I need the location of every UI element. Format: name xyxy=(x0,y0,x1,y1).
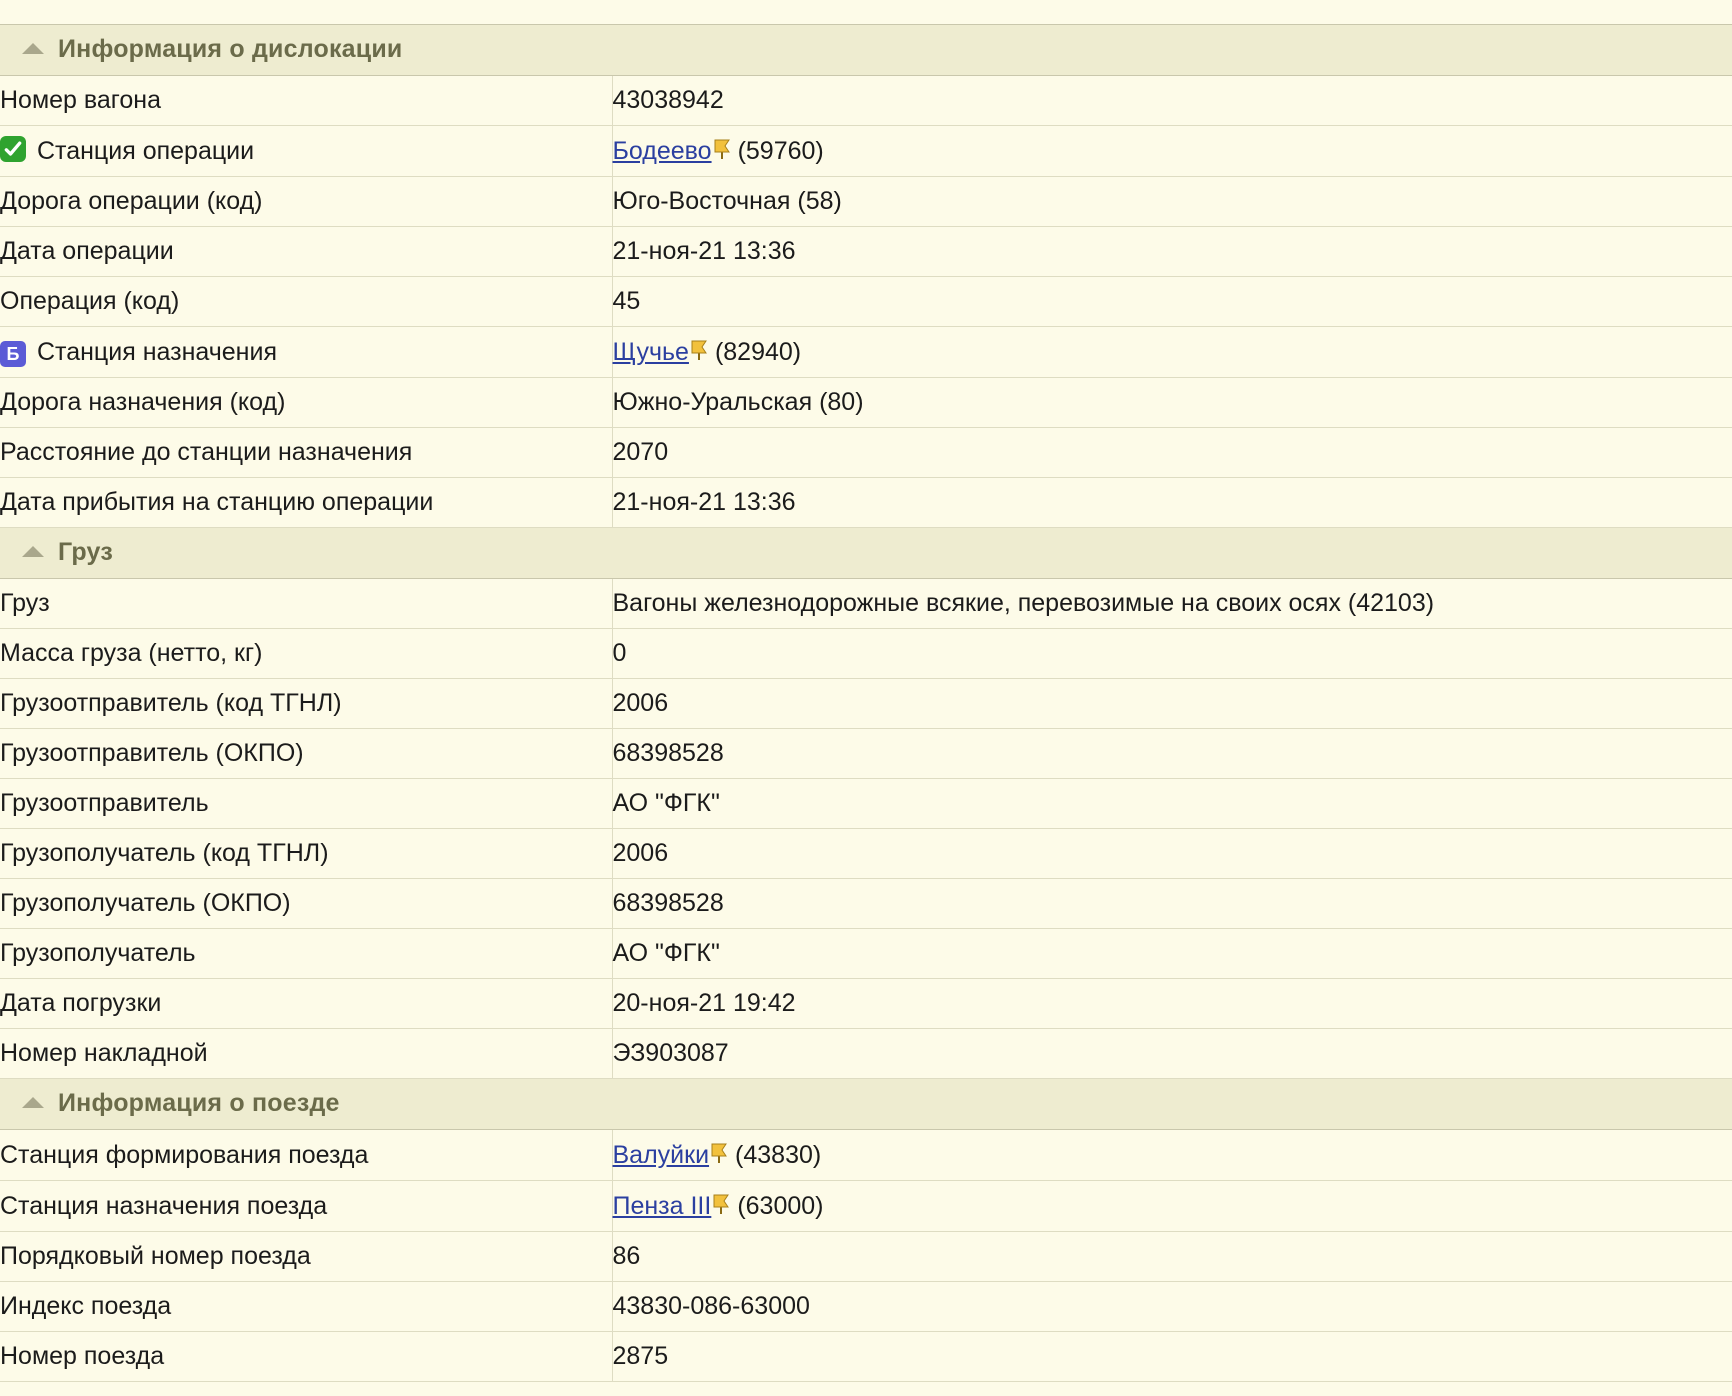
row-value: Юго-Восточная (58) xyxy=(612,187,842,215)
row-label: Операция (код) xyxy=(0,287,180,315)
table-row xyxy=(0,277,1732,327)
row-label-cell xyxy=(0,1332,612,1382)
row-value: 21-ноя-21 13:36 xyxy=(612,237,796,265)
row-value: 2006 xyxy=(612,689,669,717)
row-label: Номер вагона xyxy=(0,86,161,114)
row-link-slot xyxy=(613,336,709,367)
letter-b-blue-icon: Б xyxy=(0,341,26,367)
row-value-cell xyxy=(612,829,1732,879)
row-value-cell xyxy=(612,277,1732,327)
row-value: 20-ноя-21 19:42 xyxy=(612,989,796,1017)
row-label-cell xyxy=(0,779,612,829)
row-label-cell xyxy=(0,679,612,729)
table-row xyxy=(0,1130,1732,1181)
collapse-triangle-icon[interactable] xyxy=(22,43,44,54)
row-label-cell xyxy=(0,126,612,177)
table-row xyxy=(0,1029,1732,1079)
table-row xyxy=(0,478,1732,528)
station-link[interactable]: Валуйки xyxy=(612,1141,710,1169)
row-value: 0 xyxy=(612,639,627,667)
row-value-cell xyxy=(612,879,1732,929)
row-badge-slot xyxy=(0,337,26,367)
check-green-icon xyxy=(0,136,26,162)
table-row xyxy=(0,579,1732,629)
row-value: 2875 xyxy=(612,1342,669,1370)
row-value-cell xyxy=(612,126,1732,177)
row-label-cell xyxy=(0,1232,612,1282)
table-row xyxy=(0,879,1732,929)
row-label: Дорога операции (код) xyxy=(0,187,263,215)
row-value-cell xyxy=(612,428,1732,478)
row-label: Индекс поезда xyxy=(0,1292,172,1320)
row-value-cell xyxy=(612,76,1732,126)
row-label-cell xyxy=(0,177,612,227)
row-label: Грузоотправитель (ОКПО) xyxy=(0,739,304,767)
section-header-cell[interactable] xyxy=(0,25,1732,76)
row-label-cell xyxy=(0,1130,612,1181)
row-label-cell xyxy=(0,629,612,679)
row-label-cell xyxy=(0,829,612,879)
wagon-info-table xyxy=(0,24,1732,1382)
row-value: 43830-086-63000 xyxy=(612,1292,810,1320)
row-value: (43830) xyxy=(735,1140,822,1169)
row-label: Дата операции xyxy=(0,237,174,265)
section-header-row[interactable] xyxy=(0,528,1732,579)
section-header-cell[interactable] xyxy=(0,1079,1732,1130)
row-label: Номер поезда xyxy=(0,1342,165,1370)
row-value: (82940) xyxy=(714,337,802,366)
table-row xyxy=(0,428,1732,478)
table-row xyxy=(0,378,1732,428)
table-row xyxy=(0,1232,1732,1282)
table-row xyxy=(0,177,1732,227)
collapse-triangle-icon[interactable] xyxy=(22,1097,44,1108)
station-link[interactable]: Пенза III xyxy=(612,1192,712,1220)
table-row xyxy=(0,1332,1732,1382)
row-label-cell xyxy=(0,1282,612,1332)
row-value-cell xyxy=(612,779,1732,829)
station-link[interactable]: Щучье xyxy=(612,338,689,366)
row-value: 86 xyxy=(612,1242,641,1270)
row-label: Грузоотправитель (код ТГНЛ) xyxy=(0,689,342,717)
table-row xyxy=(0,327,1732,378)
section-header-row[interactable] xyxy=(0,25,1732,76)
row-value-cell xyxy=(612,1232,1732,1282)
row-label: Станция операции xyxy=(37,136,255,165)
map-pin-icon[interactable] xyxy=(689,338,709,362)
row-label-cell xyxy=(0,579,612,629)
row-label-cell xyxy=(0,1029,612,1079)
row-label: Расстояние до станции назначения xyxy=(0,438,413,466)
row-label-cell xyxy=(0,227,612,277)
row-label-cell xyxy=(0,929,612,979)
row-value-cell xyxy=(612,478,1732,528)
map-pin-icon[interactable] xyxy=(712,137,732,161)
row-link-slot xyxy=(613,1139,730,1170)
row-value-cell xyxy=(612,327,1732,378)
row-label: Грузополучатель (ОКПО) xyxy=(0,889,291,917)
row-label: Грузоотправитель xyxy=(0,789,209,817)
map-pin-icon[interactable] xyxy=(709,1141,729,1165)
row-value: (63000) xyxy=(737,1191,824,1220)
row-value-cell xyxy=(612,979,1732,1029)
row-value-cell xyxy=(612,1181,1732,1232)
table-row xyxy=(0,1282,1732,1332)
row-label-cell xyxy=(0,428,612,478)
table-row xyxy=(0,829,1732,879)
row-link-slot xyxy=(613,135,732,166)
row-value-cell xyxy=(612,729,1732,779)
map-pin-icon[interactable] xyxy=(711,1192,731,1216)
table-row xyxy=(0,929,1732,979)
row-label: Станция формирования поезда xyxy=(0,1140,369,1169)
section-header-cell[interactable] xyxy=(0,528,1732,579)
collapse-triangle-icon[interactable] xyxy=(22,546,44,557)
row-label-cell xyxy=(0,879,612,929)
row-label: Станция назначения поезда xyxy=(0,1191,328,1220)
row-value: 2070 xyxy=(612,438,669,466)
section-title: Груз xyxy=(58,538,113,566)
row-label: Дорога назначения (код) xyxy=(0,388,286,416)
row-value-cell xyxy=(612,929,1732,979)
table-row xyxy=(0,629,1732,679)
row-label-cell xyxy=(0,729,612,779)
row-value: Южно-Уральская (80) xyxy=(612,388,864,416)
table-row xyxy=(0,126,1732,177)
row-value: 2006 xyxy=(612,839,669,867)
row-label-cell xyxy=(0,327,612,378)
row-label-cell xyxy=(0,1181,612,1232)
row-value-cell xyxy=(612,579,1732,629)
row-value: 43038942 xyxy=(612,86,724,114)
row-label-cell xyxy=(0,979,612,1029)
row-label-cell xyxy=(0,76,612,126)
wagon-info-body xyxy=(0,25,1732,1382)
row-label: Грузополучатель xyxy=(0,939,196,967)
row-link-slot xyxy=(613,1190,732,1221)
row-value-cell xyxy=(612,1130,1732,1181)
row-label-cell xyxy=(0,378,612,428)
station-link[interactable]: Бодеево xyxy=(612,137,712,165)
row-label: Груз xyxy=(0,589,50,617)
row-value-cell xyxy=(612,1282,1732,1332)
table-row xyxy=(0,979,1732,1029)
table-row xyxy=(0,679,1732,729)
section-header-row[interactable] xyxy=(0,1079,1732,1130)
row-value: 68398528 xyxy=(612,889,724,917)
row-value-cell xyxy=(612,679,1732,729)
row-label: Дата прибытия на станцию операции xyxy=(0,488,434,516)
row-label-cell xyxy=(0,277,612,327)
row-label: Грузополучатель (код ТГНЛ) xyxy=(0,839,329,867)
row-value: 21-ноя-21 13:36 xyxy=(612,488,796,516)
row-value: АО "ФГК" xyxy=(612,789,720,817)
table-row xyxy=(0,76,1732,126)
table-row xyxy=(0,729,1732,779)
row-label: Номер накладной xyxy=(0,1039,208,1067)
table-row xyxy=(0,1181,1732,1232)
row-value-cell xyxy=(612,1332,1732,1382)
row-value: 45 xyxy=(612,287,641,315)
row-label: Масса груза (нетто, кг) xyxy=(0,639,263,667)
row-value: АО "ФГК" xyxy=(612,939,720,967)
table-row xyxy=(0,779,1732,829)
row-value: 68398528 xyxy=(612,739,724,767)
row-label: Станция назначения xyxy=(37,337,277,366)
row-badge-slot xyxy=(0,136,26,166)
row-value-cell xyxy=(612,227,1732,277)
row-value-cell xyxy=(612,629,1732,679)
row-value: Вагоны железнодорожные всякие, перевозимые на своих осях (42103) xyxy=(612,589,1435,617)
row-label: Порядковый номер поезда xyxy=(0,1242,311,1270)
row-value-cell xyxy=(612,1029,1732,1079)
row-value: (59760) xyxy=(737,136,824,165)
table-row xyxy=(0,227,1732,277)
section-title: Информация о поезде xyxy=(58,1089,340,1117)
row-label-cell xyxy=(0,478,612,528)
row-value: ЭЗ903087 xyxy=(612,1039,729,1067)
row-value-cell xyxy=(612,177,1732,227)
section-title: Информация о дислокации xyxy=(58,35,403,63)
row-label: Дата погрузки xyxy=(0,989,162,1017)
row-value-cell xyxy=(612,378,1732,428)
